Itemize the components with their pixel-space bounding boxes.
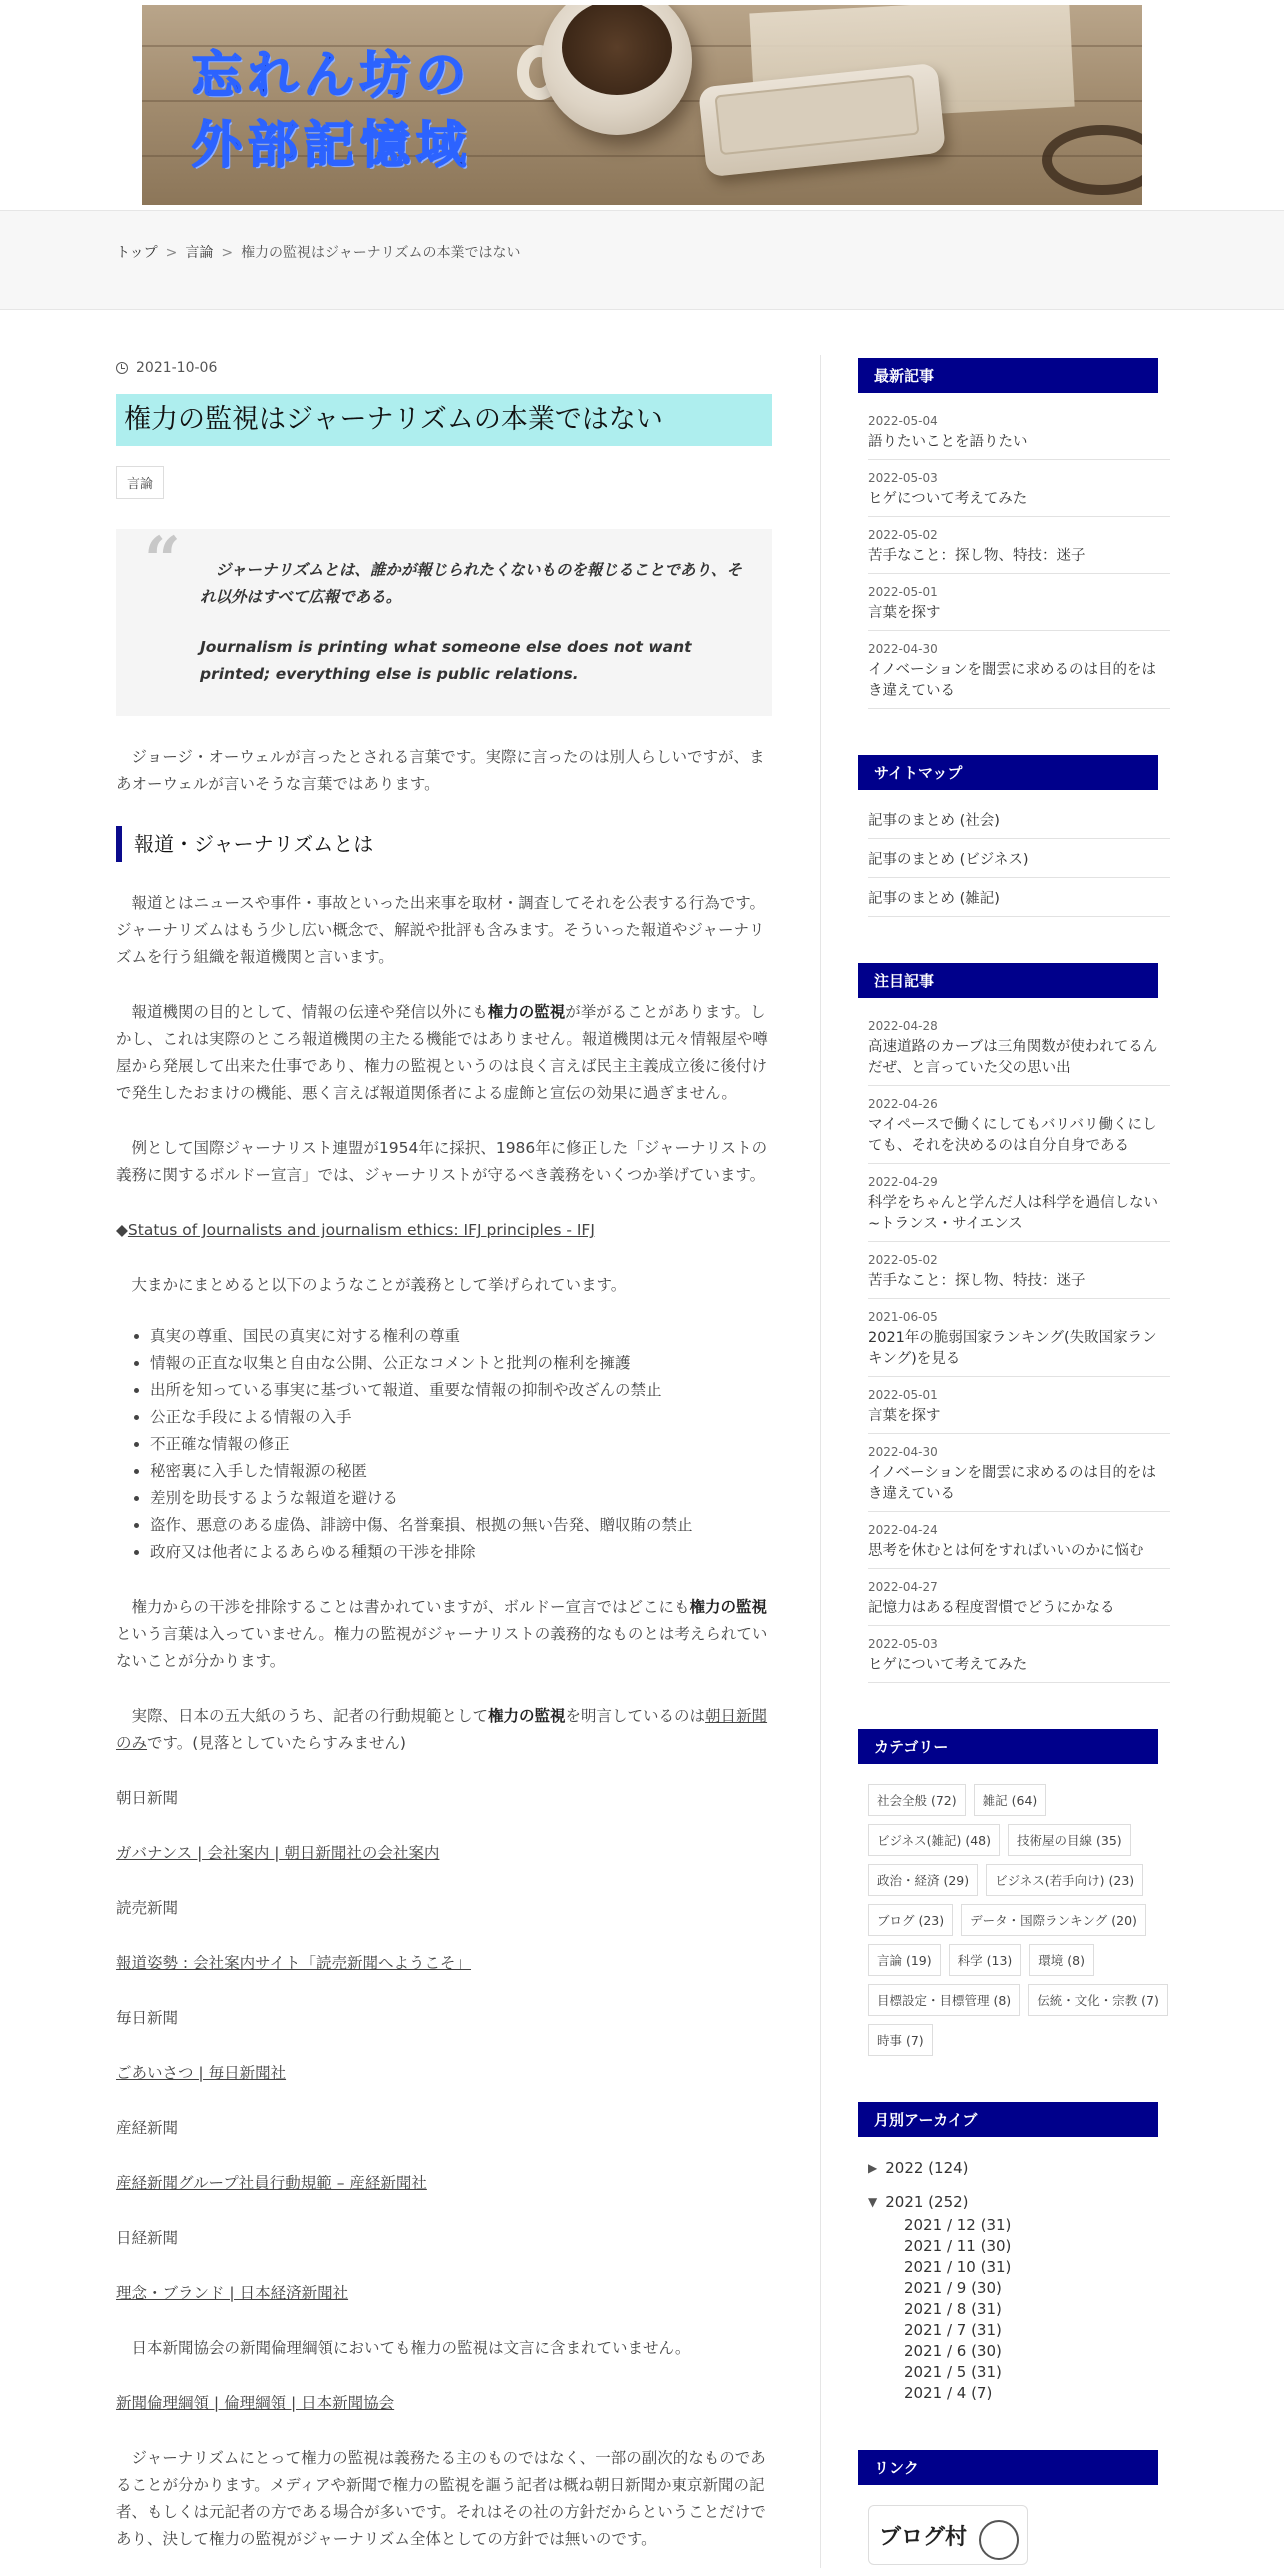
list-item[interactable]	[868, 1626, 1170, 1683]
post-date: 2022-05-01	[868, 1388, 938, 1402]
header-banner-image[interactable]	[142, 5, 1142, 205]
paragraph: 大まかにまとめると以下のようなことが義務として挙げられています。	[131, 1276, 627, 1294]
archive-month-link[interactable]: 2021 / 12 (31)	[904, 2216, 1012, 2234]
category-tag[interactable]: 言論	[116, 466, 164, 499]
quote-mark-icon: “	[144, 523, 181, 598]
post-date: 2022-04-24	[868, 1523, 938, 1537]
list-item: • 差別を助長するような報道を避ける	[150, 1485, 772, 1512]
breadcrumb-category[interactable]: 言論	[185, 245, 214, 261]
list-item[interactable]	[868, 1242, 1170, 1299]
press-ethics-link[interactable]: 新聞倫理綱領 | 倫理綱領 | 日本新聞協会	[116, 2394, 395, 2412]
bold-text: 権力の監視	[488, 1707, 566, 1725]
post-title-link[interactable]: イノベーションを闇雲に求めるのは目的をはき違えている	[868, 1465, 1156, 1502]
text: 報道機関の目的として、情報の伝達や発信以外にも	[131, 1003, 488, 1021]
newspaper-link-paragraph	[116, 2060, 772, 2087]
triangle-down-icon[interactable]: ▼	[868, 2195, 878, 2209]
post-date: 2022-04-30	[868, 1445, 938, 1459]
list-item[interactable]	[868, 1008, 1170, 1086]
sitemap-link[interactable]: 記事のまとめ (社会)	[868, 800, 1170, 839]
newspaper-link-paragraph	[116, 1950, 772, 1977]
post-date: 2022-05-01	[868, 585, 938, 599]
site-header	[0, 0, 1284, 210]
post-title-link[interactable]: 苦手なこと：探し物、特技：迷子	[868, 548, 1086, 564]
post-title-link[interactable]: 科学をちゃんと学んだ人は科学を過信しない ~トランス・サイエンス	[868, 1195, 1158, 1232]
text: 権力からの干渉を排除することは書かれていますが、ボルドー宣言ではどこにも	[131, 1598, 690, 1616]
widget-title: カテゴリー	[858, 1729, 1158, 1764]
archive-month-link[interactable]: 2021 / 7 (31)	[904, 2321, 1002, 2339]
archive-widget	[858, 2102, 1168, 2404]
post-title-link[interactable]: 語りたいことを語りたい	[868, 434, 1028, 450]
list-item[interactable]	[868, 1434, 1170, 1512]
post-date: 2022-04-27	[868, 1580, 938, 1594]
category-link[interactable]: 目標設定・目標管理 (8)	[868, 1984, 1020, 2016]
archive-year-2022[interactable]	[868, 2159, 1168, 2177]
text: が挙がることがあります。しかし、これは実際のところ報道機関の主たる機能ではありません。報道機関は元々情報屋や噂屋から発展して出来た仕事であり、権力の監視というのは良く言えば民主主義成立後に後付けで発生したおまけの機能、悪く言えば報道関係者による虚飾と宣伝の効果に過ぎません。	[116, 1003, 768, 1102]
archive-months	[904, 2215, 1168, 2404]
paragraph-intro: ジョージ・オーウェルが言ったとされる言葉です。実際に言ったのは別人らしいですが、まあオーウェルが言いそうな言葉ではあります。	[116, 748, 765, 793]
list-item[interactable]	[868, 1569, 1170, 1626]
category-link[interactable]: 言論 (19)	[868, 1944, 941, 1976]
post-title-link[interactable]: ヒゲについて考えてみた	[868, 1657, 1028, 1673]
mainichi-link[interactable]: ごあいさつ | 毎日新聞社	[116, 2064, 287, 2082]
triangle-right-icon[interactable]: ▶	[868, 2161, 878, 2175]
category-link[interactable]: ビジネス(若手向け) (23)	[986, 1864, 1143, 1896]
list-item: • 政府又は他者によるあらゆる種類の干渉を排除	[150, 1539, 772, 1566]
asahi-link[interactable]: ガバナンス | 会社案内 | 朝日新聞社の会社案内	[116, 1844, 440, 1862]
breadcrumb-bar	[0, 210, 1284, 310]
section-heading: 報道・ジャーナリズムとは	[116, 826, 772, 862]
text: です。(見落としていたらすみません)	[147, 1734, 406, 1752]
category-link[interactable]: 技術屋の目線 (35)	[1008, 1824, 1131, 1856]
archive-month-link[interactable]: 2021 / 4 (7)	[904, 2384, 993, 2402]
list-item: • 不正確な情報の修正	[150, 1431, 772, 1458]
clock-icon	[116, 362, 128, 374]
post-title-link[interactable]: 思考を休むとは何をすればいいのかに悩む	[868, 1543, 1144, 1559]
asahi-only-link[interactable]: 朝日新聞のみ	[116, 1707, 768, 1752]
nikkei-link[interactable]: 理念・ブランド | 日本経済新聞社	[116, 2284, 349, 2302]
paragraph	[116, 999, 772, 1107]
link-paragraph	[116, 1217, 772, 1244]
post-date: 2021-06-05	[868, 1310, 938, 1324]
blogmura-text: ブログ村	[879, 2525, 968, 2550]
post-title-link[interactable]: 言葉を探す	[868, 605, 941, 621]
category-link[interactable]: 雑記 (64)	[974, 1784, 1047, 1816]
paragraph: ジャーナリズムにとって権力の監視は義務たる主のものではなく、一部の副次的なものであることが分かります。メディアや新聞で権力の監視を謳う記者は概ね朝日新聞か東京新聞の記者、もしくは元記者の方である場合が多いです。それはその社の方針だからということだけであり、決して権力の監視がジャーナリズム全体としての方針では無いのです。	[116, 2449, 766, 2548]
newspaper-name: 毎日新聞	[116, 2009, 179, 2027]
category-widget	[858, 1729, 1168, 2056]
post-title-link[interactable]: 記憶力はある程度習慣でどうにかなる	[868, 1600, 1115, 1616]
logo-line2: 外部記憶域	[192, 116, 472, 174]
newspaper-link-paragraph	[116, 1840, 772, 1867]
newspaper-name: 読売新聞	[116, 1899, 179, 1917]
sitemap-link[interactable]: 記事のまとめ (雑記)	[868, 878, 1170, 917]
category-link[interactable]: 科学 (13)	[949, 1944, 1022, 1976]
list-item[interactable]	[868, 517, 1170, 574]
logo-line1: 忘れん坊の	[192, 46, 472, 104]
diamond-bullet: ◆	[116, 1221, 128, 1239]
archive-year-label[interactable]: 2022 (124)	[885, 2159, 969, 2177]
page-title: 権力の監視はジャーナリズムの本業ではない	[116, 394, 772, 446]
category-link[interactable]: ブログ (23)	[868, 1904, 953, 1936]
blockquote	[116, 523, 772, 716]
paragraph	[116, 1594, 772, 1675]
list-item[interactable]	[868, 1086, 1170, 1164]
site-logo[interactable]	[192, 40, 472, 180]
post-date: 2022-05-03	[868, 1637, 938, 1651]
post-title-link[interactable]: 高速道路のカーブは三角関数が使われてるんだぜ、と言っていた父の思い出	[868, 1039, 1158, 1076]
blogmura-banner[interactable]	[868, 2505, 1028, 2565]
post-date: 2022-05-04	[868, 414, 938, 428]
newspaper-name: 産経新聞	[116, 2119, 179, 2137]
text: という言葉は入っていません。権力の監視がジャーナリストの義務的なものとは考えられていないことが分かります。	[116, 1625, 768, 1670]
newspaper-link-paragraph	[116, 2280, 772, 2307]
post-date	[116, 360, 772, 376]
newspaper-name: 朝日新聞	[116, 1789, 179, 1807]
list-item[interactable]	[868, 1164, 1170, 1242]
list-item: • 盗作、悪意のある虚偽、誹謗中傷、名誉棄損、根拠の無い告発、贈収賄の禁止	[150, 1512, 772, 1539]
post-date: 2022-04-30	[868, 642, 938, 656]
recent-posts-list	[868, 403, 1170, 709]
post-title-link[interactable]: 言葉を探す	[868, 1408, 941, 1424]
featured-posts-widget	[858, 963, 1168, 1683]
list-item: • 情報の正直な収集と自由な公開、公正なコメントと批判の権利を擁護	[150, 1350, 772, 1377]
widget-title: リンク	[858, 2450, 1158, 2485]
archive-month-link[interactable]: 2021 / 10 (31)	[904, 2258, 1012, 2276]
archive-month-link[interactable]: 2021 / 5 (31)	[904, 2363, 1002, 2381]
list-item[interactable]	[868, 631, 1170, 709]
list-item[interactable]	[868, 403, 1170, 460]
newspaper-link-paragraph	[116, 2170, 772, 2197]
archive-year-label[interactable]: 2021 (252)	[885, 2193, 969, 2211]
post-title-link[interactable]: ヒゲについて考えてみた	[868, 491, 1028, 507]
post-title-link[interactable]: マイペースで働くにしてもバリバリ働くにしても、それを決めるのは自分自身である	[868, 1117, 1157, 1154]
text: 実際、日本の五大紙のうち、記者の行動規範として	[131, 1707, 489, 1725]
article-body	[116, 744, 772, 2553]
archive-month-link[interactable]: 2021 / 9 (30)	[904, 2279, 1002, 2297]
post-date: 2022-05-02	[868, 528, 938, 542]
post-date: 2022-05-03	[868, 471, 938, 485]
widget-title: 月別アーカイブ	[858, 2102, 1158, 2137]
post-date-text: 2021-10-06	[136, 360, 218, 376]
category-link[interactable]: ビジネス(雑記) (48)	[868, 1824, 1000, 1856]
paragraph: 日本新聞協会の新聞倫理綱領においても権力の監視は文言に含まれていません。	[131, 2339, 691, 2357]
ifj-link[interactable]: Status of Journalists and journalism ethics: IFJ principles - IFJ	[127, 1221, 595, 1239]
category-link[interactable]: 社会全般 (72)	[868, 1784, 966, 1816]
post-date: 2022-04-26	[868, 1097, 938, 1111]
text: を明言しているのは	[565, 1707, 706, 1725]
recent-posts-widget	[858, 358, 1168, 709]
post-date: 2022-04-28	[868, 1019, 938, 1033]
list-item[interactable]	[868, 1377, 1170, 1434]
post-title-link[interactable]: イノベーションを闇雲に求めるのは目的をはき違えている	[868, 662, 1156, 699]
archive-month-link[interactable]: 2021 / 8 (31)	[904, 2300, 1002, 2318]
list-item: • 秘密裏に入手した情報源の秘匿	[150, 1458, 772, 1485]
list-item[interactable]	[868, 574, 1170, 631]
widget-title: サイトマップ	[858, 755, 1158, 790]
breadcrumb-separator: >	[165, 245, 178, 261]
list-item: • 公正な手段による情報の入手	[150, 1404, 772, 1431]
sidebar	[858, 358, 1168, 2568]
archive-year-2021[interactable]	[868, 2193, 1168, 2211]
post-date: 2022-05-02	[868, 1253, 938, 1267]
category-link[interactable]: データ・国際ランキング (20)	[961, 1904, 1146, 1936]
link-paragraph	[116, 2390, 772, 2417]
category-link[interactable]: 時事 (7)	[868, 2024, 933, 2056]
post-date: 2022-04-29	[868, 1175, 938, 1189]
sitemap-widget	[858, 755, 1168, 917]
category-link[interactable]: 環境 (8)	[1029, 1944, 1094, 1976]
archive-month-link[interactable]: 2021 / 6 (30)	[904, 2342, 1002, 2360]
category-link[interactable]: 政治・経済 (29)	[868, 1864, 978, 1896]
paragraph: 報道とはニュースや事件・事故といった出来事を取材・調査してそれを公表する行為です。ジャーナリズムはもう少し広い概念で、解説や批評も含みます。そういった報道やジャーナリズムを行う組織を報道機関と言います。	[116, 894, 765, 966]
column-divider	[820, 355, 821, 2568]
links-widget	[858, 2450, 1168, 2565]
bold-text: 権力の監視	[689, 1598, 768, 1616]
list-item: • 真実の尊重、国民の真実に対する権利の尊重	[150, 1323, 772, 1350]
category-cloud	[868, 1784, 1170, 2056]
article	[116, 360, 772, 2553]
blogmura-icon	[979, 2520, 1019, 2560]
featured-posts-list	[868, 1008, 1170, 1683]
widget-title: 最新記事	[858, 358, 1158, 393]
list-item[interactable]	[868, 1512, 1170, 1569]
bold-text: 権力の監視	[487, 1003, 566, 1021]
paragraph	[116, 1703, 772, 1757]
category-link[interactable]: 伝統・文化・宗教 (7)	[1028, 1984, 1168, 2016]
post-title-link[interactable]: 2021年の脆弱国家ランキング(失敗国家ランキング)を見る	[868, 1330, 1157, 1367]
post-title-link[interactable]: 苦手なこと：探し物、特技：迷子	[868, 1273, 1086, 1289]
duty-list	[116, 1323, 772, 1566]
breadcrumb-current: 権力の監視はジャーナリズムの本業ではない	[241, 245, 521, 261]
archive-list	[868, 2159, 1168, 2404]
list-item[interactable]	[868, 1299, 1170, 1377]
yomiuri-link[interactable]: 報道姿勢 : 会社案内サイト「読売新聞へようこそ」	[116, 1954, 471, 1972]
breadcrumb	[0, 211, 1284, 262]
list-item: • 出所を知っている事実に基づいて報道、重要な情報の抑制や改ざんの禁止	[150, 1377, 772, 1404]
sitemap-link[interactable]: 記事のまとめ (ビジネス)	[868, 839, 1170, 878]
list-item[interactable]	[868, 460, 1170, 517]
paragraph: 例として国際ジャーナリスト連盟が1954年に採択、1986年に修正した「ジャーナリストの義務に関するボルドー宣言」では、ジャーナリストが守るべき義務をいくつか挙げています。	[116, 1139, 768, 1184]
breadcrumb-home[interactable]: トップ	[116, 245, 158, 261]
widget-title: 注目記事	[858, 963, 1158, 998]
quote-japanese: ジャーナリズムとは、誰かが報じられたくないものを報じることであり、それ以外はすべて広報である。	[200, 561, 742, 606]
sitemap-list	[868, 800, 1170, 917]
sankei-link[interactable]: 産経新聞グループ社員行動規範 – 産経新聞社	[116, 2174, 427, 2192]
newspaper-name: 日経新聞	[116, 2229, 179, 2247]
archive-month-link[interactable]: 2021 / 11 (30)	[904, 2237, 1012, 2255]
breadcrumb-separator: >	[221, 245, 234, 261]
quote-english: Journalism is printing what someone else does not want printed; everything else is public relations.	[200, 638, 692, 683]
